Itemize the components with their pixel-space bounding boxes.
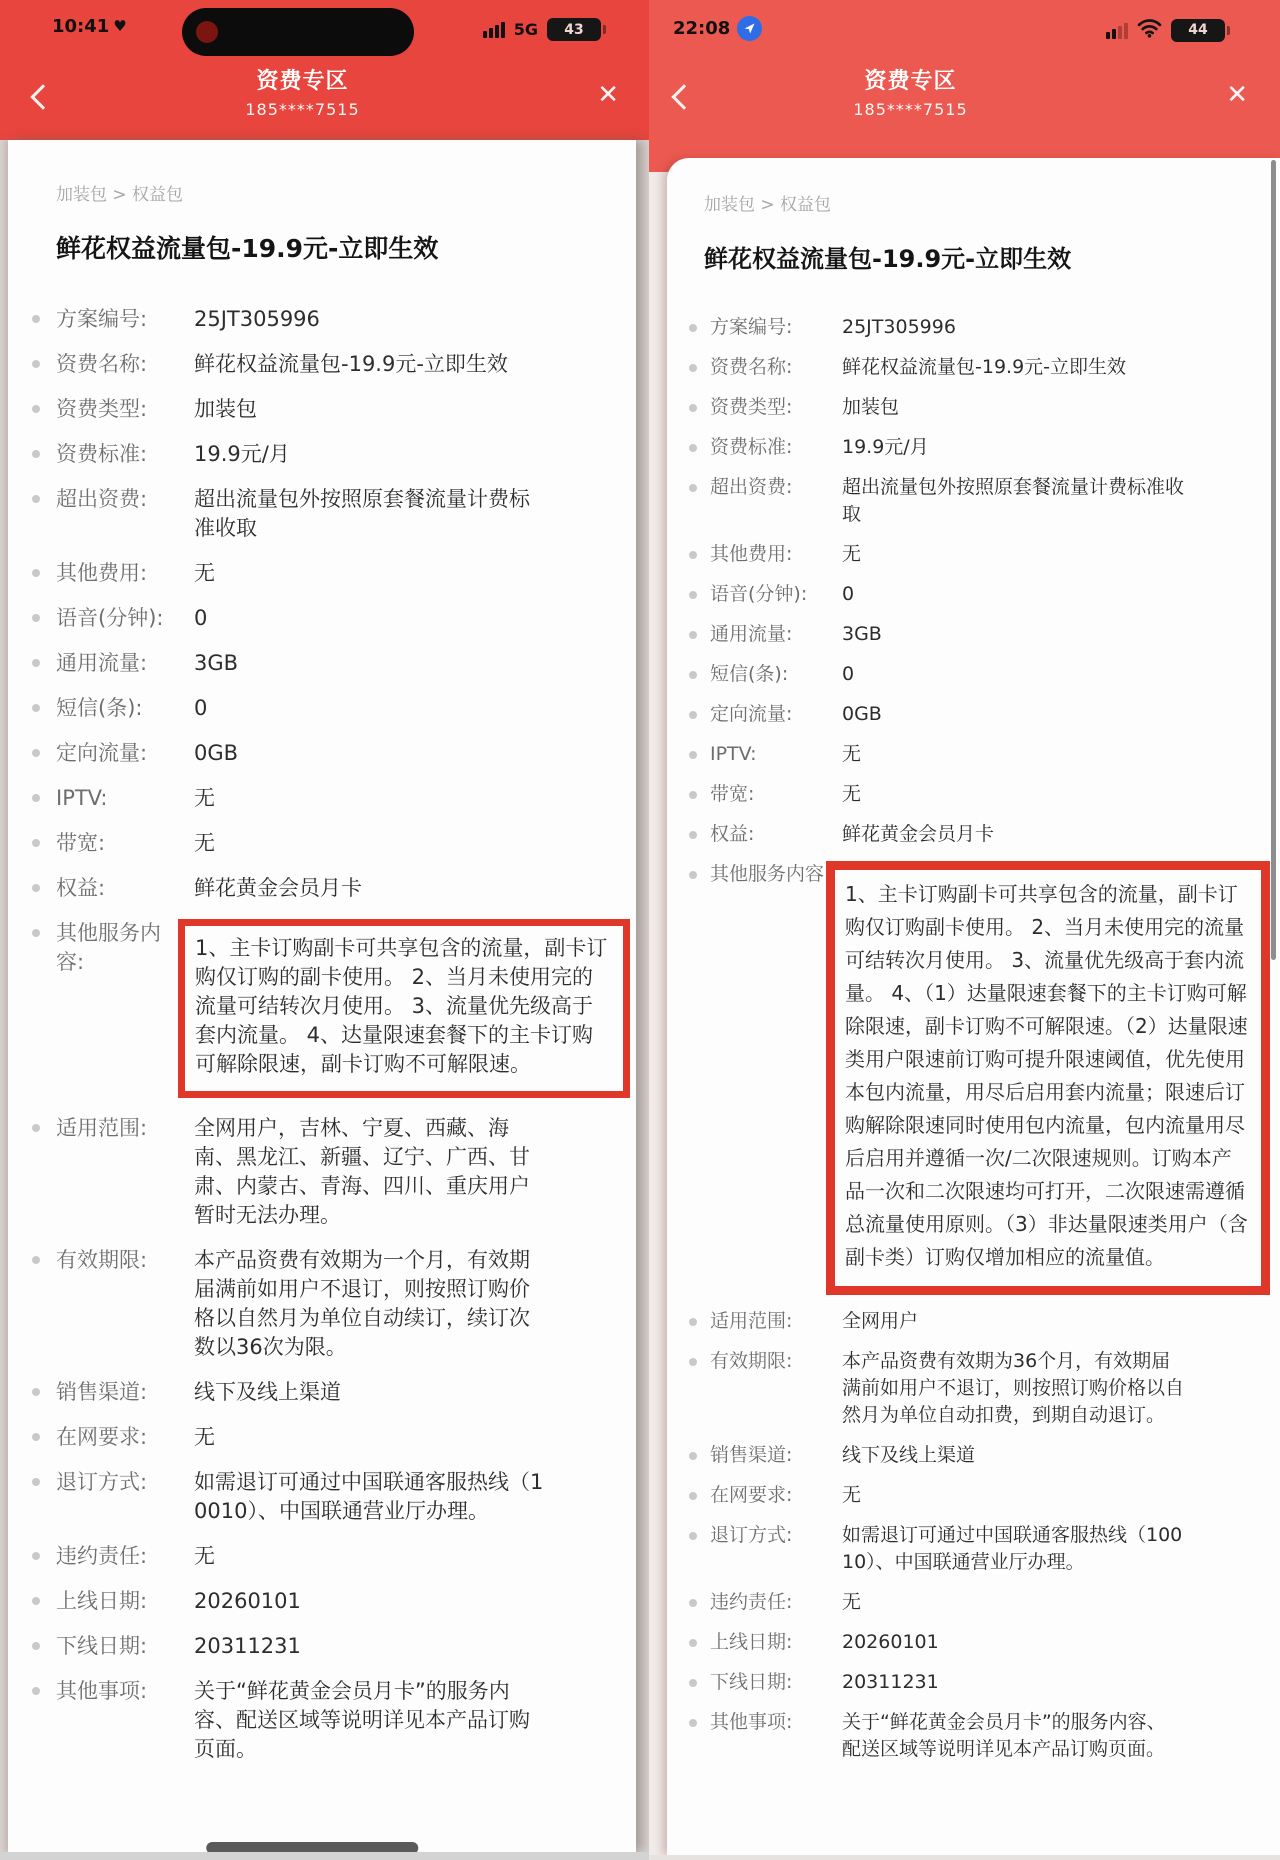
spec-row bbox=[687, 434, 1280, 461]
spec-label: 销售渠道: bbox=[56, 1380, 148, 1404]
spec-value: 鲜花权益流量包-19.9元-立即生效 bbox=[842, 356, 1127, 378]
spec-value: 无 bbox=[842, 783, 862, 805]
spec-value: 20311231 bbox=[842, 1671, 939, 1693]
screenshot-bottom-edge bbox=[649, 1855, 1280, 1860]
bullet-dot-icon bbox=[689, 1532, 697, 1540]
spec-label: 上线日期: bbox=[56, 1589, 148, 1613]
spec-label: 通用流量: bbox=[710, 623, 793, 645]
spec-row bbox=[687, 661, 1280, 688]
spec-label: 超出资费: bbox=[56, 487, 148, 511]
spec-value: 无 bbox=[194, 1425, 215, 1449]
page-title: 鲜花权益流量包-19.9元-立即生效 bbox=[56, 234, 439, 263]
spec-label: 违约责任: bbox=[710, 1591, 793, 1613]
spec-row bbox=[30, 1423, 636, 1452]
spec-label: 下线日期: bbox=[56, 1634, 148, 1658]
spec-value: 加装包 bbox=[194, 397, 257, 421]
spec-value: 线下及线上渠道 bbox=[194, 1380, 341, 1404]
spec-label: 退订方式: bbox=[56, 1470, 148, 1494]
page-header-title: 资费专区 bbox=[864, 69, 957, 94]
spec-label: 定向流量: bbox=[710, 703, 793, 725]
spec-row bbox=[30, 874, 636, 903]
bullet-dot-icon bbox=[689, 364, 697, 372]
nav-header bbox=[649, 56, 1280, 140]
nav-titles bbox=[649, 64, 1280, 119]
scrollbar-thumb[interactable] bbox=[1271, 160, 1276, 960]
spec-label: 语音(分钟): bbox=[56, 606, 164, 630]
spec-row bbox=[687, 821, 1280, 848]
spec-row bbox=[30, 1114, 636, 1230]
time-text: 22:08 bbox=[673, 18, 731, 39]
spec-label: 违约责任: bbox=[56, 1544, 148, 1568]
spec-label: 其他费用: bbox=[710, 543, 793, 565]
spec-label: 其他服务内容: bbox=[56, 921, 161, 974]
spec-label: 短信(条): bbox=[710, 663, 789, 685]
spec-row bbox=[30, 739, 636, 768]
bullet-dot-icon bbox=[689, 591, 697, 599]
masked-phone-number: 185****7515 bbox=[853, 100, 968, 119]
spec-list bbox=[687, 314, 1280, 1763]
spec-row bbox=[30, 829, 636, 858]
bullet-dot-icon bbox=[32, 659, 40, 667]
page-header-title: 资费专区 bbox=[256, 69, 349, 94]
bullet-dot-icon bbox=[32, 1597, 40, 1605]
masked-phone-number: 185****7515 bbox=[245, 100, 360, 119]
dynamic-island bbox=[182, 8, 414, 56]
spec-value-highlighted-box: 1、主卡订购副卡可共享包含的流量，副卡订购仅订购副卡使用。 2、当月未使用完的流量可结转次月使用。 3、流量优先级高于套内流量。 4、（1）达量限速套餐下的主卡订购可解除限速，副卡订购不可解限速。（2）达量限速类用户限速前订购可提升限速阈值，优先使用本包内流量，用尽后启用套内流量；限速后订购解除限速同时使用包内流量，包内流量用尽后启用并遵循一次/二次限速规则。订购本产品一次和二次限速均可打开，二次限速需遵循总流量使用原则。（3）非达量限速类用户（含副卡类）订购仅增加相应的流量值。 bbox=[826, 861, 1270, 1295]
spec-row bbox=[687, 474, 1280, 528]
spec-row bbox=[687, 781, 1280, 808]
time-text: 10:41 bbox=[52, 16, 110, 37]
nav-titles bbox=[0, 64, 649, 119]
spec-value: 无 bbox=[842, 1591, 862, 1613]
screenshot-bottom-edge bbox=[0, 1852, 649, 1860]
spec-value: 25JT305996 bbox=[842, 316, 956, 338]
bullet-dot-icon bbox=[32, 704, 40, 712]
spec-value: 无 bbox=[842, 1484, 862, 1506]
bullet-dot-icon bbox=[32, 1552, 40, 1560]
spec-row bbox=[687, 1348, 1280, 1429]
spec-value: 关于“鲜花黄金会员月卡”的服务内容、配送区域等说明详见本产品订购页面。 bbox=[194, 1679, 530, 1761]
spec-label: 资费名称: bbox=[56, 352, 148, 376]
spec-row bbox=[687, 1308, 1280, 1335]
bullet-dot-icon bbox=[32, 1478, 40, 1486]
spec-row bbox=[30, 1677, 636, 1764]
spec-row bbox=[30, 604, 636, 633]
spec-label: 方案编号: bbox=[710, 316, 793, 338]
spec-value: 线下及线上渠道 bbox=[842, 1444, 976, 1466]
spec-label: IPTV: bbox=[710, 743, 757, 765]
spec-label: 通用流量: bbox=[56, 651, 148, 675]
bullet-dot-icon bbox=[32, 1256, 40, 1264]
spec-row bbox=[687, 394, 1280, 421]
battery-icon: 44 bbox=[1171, 19, 1225, 42]
bullet-dot-icon bbox=[32, 315, 40, 323]
spec-value: 全网用户 bbox=[842, 1310, 919, 1332]
spec-label: 带宽: bbox=[710, 783, 755, 805]
bullet-dot-icon bbox=[689, 1719, 697, 1727]
bullet-dot-icon bbox=[32, 749, 40, 757]
spec-label: 资费名称: bbox=[710, 356, 793, 378]
bullet-dot-icon bbox=[689, 1358, 697, 1366]
camera-dot-icon bbox=[196, 21, 218, 43]
spec-row bbox=[687, 1629, 1280, 1656]
bullet-dot-icon bbox=[32, 1433, 40, 1441]
location-icon bbox=[737, 16, 762, 41]
spec-value: 25JT305996 bbox=[194, 307, 320, 331]
status-icons bbox=[483, 18, 601, 41]
spec-value: 0 bbox=[194, 606, 208, 630]
bullet-dot-icon bbox=[32, 929, 40, 937]
bullet-dot-icon bbox=[689, 484, 697, 492]
spec-row bbox=[687, 701, 1280, 728]
spec-value: 鲜花黄金会员月卡 bbox=[842, 823, 995, 845]
spec-value: 超出流量包外按照原套餐流量计费标准收取 bbox=[194, 487, 530, 540]
spec-row bbox=[30, 1632, 636, 1661]
bullet-dot-icon bbox=[32, 839, 40, 847]
spec-value: 20311231 bbox=[194, 1634, 301, 1658]
spec-row bbox=[30, 440, 636, 469]
bullet-dot-icon bbox=[32, 450, 40, 458]
bullet-dot-icon bbox=[32, 614, 40, 622]
spec-label: 资费标准: bbox=[56, 442, 148, 466]
bullet-dot-icon bbox=[32, 495, 40, 503]
bullet-dot-icon bbox=[32, 884, 40, 892]
spec-list bbox=[30, 305, 636, 1764]
spec-value: 无 bbox=[842, 543, 862, 565]
spec-value: 超出流量包外按照原套餐流量计费标准收取 bbox=[842, 476, 1185, 525]
wifi-icon bbox=[1137, 18, 1162, 42]
bullet-dot-icon bbox=[689, 404, 697, 412]
spec-label: 资费类型: bbox=[710, 396, 793, 418]
spec-label: IPTV: bbox=[56, 786, 108, 810]
spec-label: 其他事项: bbox=[56, 1679, 148, 1703]
spec-label: 权益: bbox=[56, 876, 106, 900]
spec-row bbox=[687, 1482, 1280, 1509]
status-bar bbox=[649, 0, 1280, 60]
bullet-dot-icon bbox=[689, 1492, 697, 1500]
spec-row bbox=[30, 305, 636, 334]
spec-row bbox=[687, 1589, 1280, 1616]
close-icon[interactable]: ✕ bbox=[597, 80, 619, 110]
spec-label: 退订方式: bbox=[710, 1524, 793, 1546]
spec-label: 资费标准: bbox=[710, 436, 793, 458]
network-type-label: 5G bbox=[513, 20, 538, 39]
bullet-dot-icon bbox=[689, 444, 697, 452]
spec-label: 在网要求: bbox=[710, 1484, 793, 1506]
spec-value: 如需退订可通过中国联通客服热线（10010）、中国联通营业厅办理。 bbox=[194, 1470, 544, 1523]
spec-label: 其他事项: bbox=[710, 1711, 793, 1733]
spec-value: 无 bbox=[194, 1544, 215, 1568]
spec-row bbox=[30, 485, 636, 543]
spec-label: 权益: bbox=[710, 823, 755, 845]
bullet-dot-icon bbox=[689, 711, 697, 719]
bullet-dot-icon bbox=[689, 631, 697, 639]
bullet-dot-icon bbox=[689, 1639, 697, 1647]
signal-bars-icon bbox=[1106, 22, 1128, 39]
clock bbox=[673, 16, 762, 41]
spec-row bbox=[30, 350, 636, 379]
bullet-dot-icon bbox=[32, 1687, 40, 1695]
bullet-dot-icon bbox=[32, 1388, 40, 1396]
spec-row bbox=[687, 314, 1280, 341]
spec-label: 短信(条): bbox=[56, 696, 143, 720]
content-card bbox=[667, 158, 1280, 1855]
spec-row bbox=[30, 1542, 636, 1571]
spec-label: 下线日期: bbox=[710, 1671, 793, 1693]
spec-value: 19.9元/月 bbox=[842, 436, 929, 458]
spec-row bbox=[687, 621, 1280, 648]
bullet-dot-icon bbox=[32, 569, 40, 577]
spec-value: 0GB bbox=[842, 703, 882, 725]
spec-value: 加装包 bbox=[842, 396, 900, 418]
spec-row bbox=[30, 784, 636, 813]
spec-label: 定向流量: bbox=[56, 741, 148, 765]
bullet-dot-icon bbox=[689, 791, 697, 799]
spec-label: 其他服务内容: bbox=[710, 863, 831, 885]
bullet-dot-icon bbox=[32, 1124, 40, 1132]
spec-row bbox=[687, 541, 1280, 568]
nav-header bbox=[0, 56, 649, 140]
spec-value: 3GB bbox=[842, 623, 882, 645]
spec-value: 鲜花黄金会员月卡 bbox=[194, 876, 362, 900]
spec-label: 其他费用: bbox=[56, 561, 148, 585]
page-title: 鲜花权益流量包-19.9元-立即生效 bbox=[704, 245, 1072, 273]
spec-row bbox=[30, 649, 636, 678]
spec-label: 有效期限: bbox=[56, 1248, 148, 1272]
spec-value: 0 bbox=[842, 583, 855, 605]
clock bbox=[52, 16, 127, 37]
spec-row bbox=[687, 1442, 1280, 1469]
bullet-dot-icon bbox=[32, 794, 40, 802]
bullet-dot-icon bbox=[32, 405, 40, 413]
status-icons bbox=[1106, 18, 1225, 42]
spec-value: 关于“鲜花黄金会员月卡”的服务内容、配送区域等说明详见本产品订购页面。 bbox=[842, 1711, 1166, 1760]
spec-value: 本产品资费有效期为一个月，有效期届满前如用户不退订，则按照订购价格以自然月为单位自动续订，续订次数以36次为限。 bbox=[194, 1248, 530, 1359]
spec-label: 在网要求: bbox=[56, 1425, 148, 1449]
spec-value: 本产品资费有效期为36个月，有效期届满前如用户不退订，则按照订购价格以自然月为单位自动扣费，到期自动退订。 bbox=[842, 1350, 1185, 1426]
bullet-dot-icon bbox=[32, 360, 40, 368]
spec-label: 超出资费: bbox=[710, 476, 793, 498]
bullet-dot-icon bbox=[689, 751, 697, 759]
spec-value: 0 bbox=[842, 663, 855, 685]
status-bar bbox=[0, 0, 649, 60]
spec-row bbox=[687, 741, 1280, 768]
spec-row bbox=[687, 1709, 1280, 1763]
spec-value: 全网用户，吉林、宁夏、西藏、海南、黑龙江、新疆、辽宁、广西、甘肃、内蒙古、青海、四川、重庆用户暂时无法办理。 bbox=[194, 1116, 530, 1227]
breadcrumb: 加装包 > 权益包 bbox=[56, 185, 184, 205]
spec-row bbox=[30, 1587, 636, 1616]
spec-row bbox=[30, 395, 636, 424]
spec-row bbox=[30, 1378, 636, 1407]
spec-row bbox=[30, 1468, 636, 1526]
bullet-dot-icon bbox=[689, 831, 697, 839]
bullet-dot-icon bbox=[689, 871, 697, 879]
spec-value-highlighted-box: 1、主卡订购副卡可共享包含的流量，副卡订购仅订购的副卡使用。 2、当月未使用完的流量可结转次月使用。 3、流量优先级高于套内流量。 4、达量限速套餐下的主卡订购可解除限速，副卡订购不可解限速。 bbox=[178, 919, 630, 1098]
spec-label: 有效期限: bbox=[710, 1350, 793, 1372]
bullet-dot-icon bbox=[689, 1452, 697, 1460]
spec-value: 19.9元/月 bbox=[194, 442, 290, 466]
spec-row bbox=[687, 354, 1280, 381]
spec-value: 3GB bbox=[194, 651, 239, 675]
bullet-dot-icon bbox=[689, 671, 697, 679]
spec-row bbox=[687, 861, 1280, 1295]
bullet-dot-icon bbox=[689, 324, 697, 332]
spec-label: 资费类型: bbox=[56, 397, 148, 421]
spec-label: 适用范围: bbox=[56, 1116, 148, 1140]
close-icon[interactable]: ✕ bbox=[1226, 80, 1248, 110]
spec-row bbox=[687, 1522, 1280, 1576]
bullet-dot-icon bbox=[689, 1679, 697, 1687]
phone-screenshot-right bbox=[649, 0, 1280, 1860]
bullet-dot-icon bbox=[689, 551, 697, 559]
bullet-dot-icon bbox=[32, 1642, 40, 1650]
spec-row bbox=[687, 581, 1280, 608]
spec-label: 适用范围: bbox=[710, 1310, 793, 1332]
spec-row bbox=[30, 694, 636, 723]
battery-icon: 43 bbox=[547, 18, 601, 41]
spec-row bbox=[30, 919, 636, 1098]
spec-row bbox=[30, 559, 636, 588]
spec-value: 20260101 bbox=[194, 1589, 301, 1613]
spec-row bbox=[687, 1669, 1280, 1696]
spec-value: 如需退订可通过中国联通客服热线（10010）、中国联通营业厅办理。 bbox=[842, 1524, 1183, 1573]
spec-value: 无 bbox=[842, 743, 862, 765]
spec-value: 鲜花权益流量包-19.9元-立即生效 bbox=[194, 352, 508, 376]
spec-value: 无 bbox=[194, 831, 215, 855]
spec-row bbox=[30, 1246, 636, 1362]
spec-label: 销售渠道: bbox=[710, 1444, 793, 1466]
content-card bbox=[8, 140, 636, 1852]
breadcrumb: 加装包 > 权益包 bbox=[704, 195, 832, 215]
bullet-dot-icon bbox=[689, 1318, 697, 1326]
spec-label: 带宽: bbox=[56, 831, 106, 855]
spec-value: 0 bbox=[194, 696, 208, 720]
spec-value: 20260101 bbox=[842, 1631, 939, 1653]
spec-value: 无 bbox=[194, 561, 215, 585]
spec-value: 无 bbox=[194, 786, 215, 810]
spec-value: 0GB bbox=[194, 741, 239, 765]
spec-label: 语音(分钟): bbox=[710, 583, 808, 605]
heart-icon: ♥ bbox=[113, 17, 127, 35]
spec-label: 方案编号: bbox=[56, 307, 148, 331]
bullet-dot-icon bbox=[689, 1599, 697, 1607]
signal-bars-icon bbox=[483, 21, 505, 38]
spec-label: 上线日期: bbox=[710, 1631, 793, 1653]
